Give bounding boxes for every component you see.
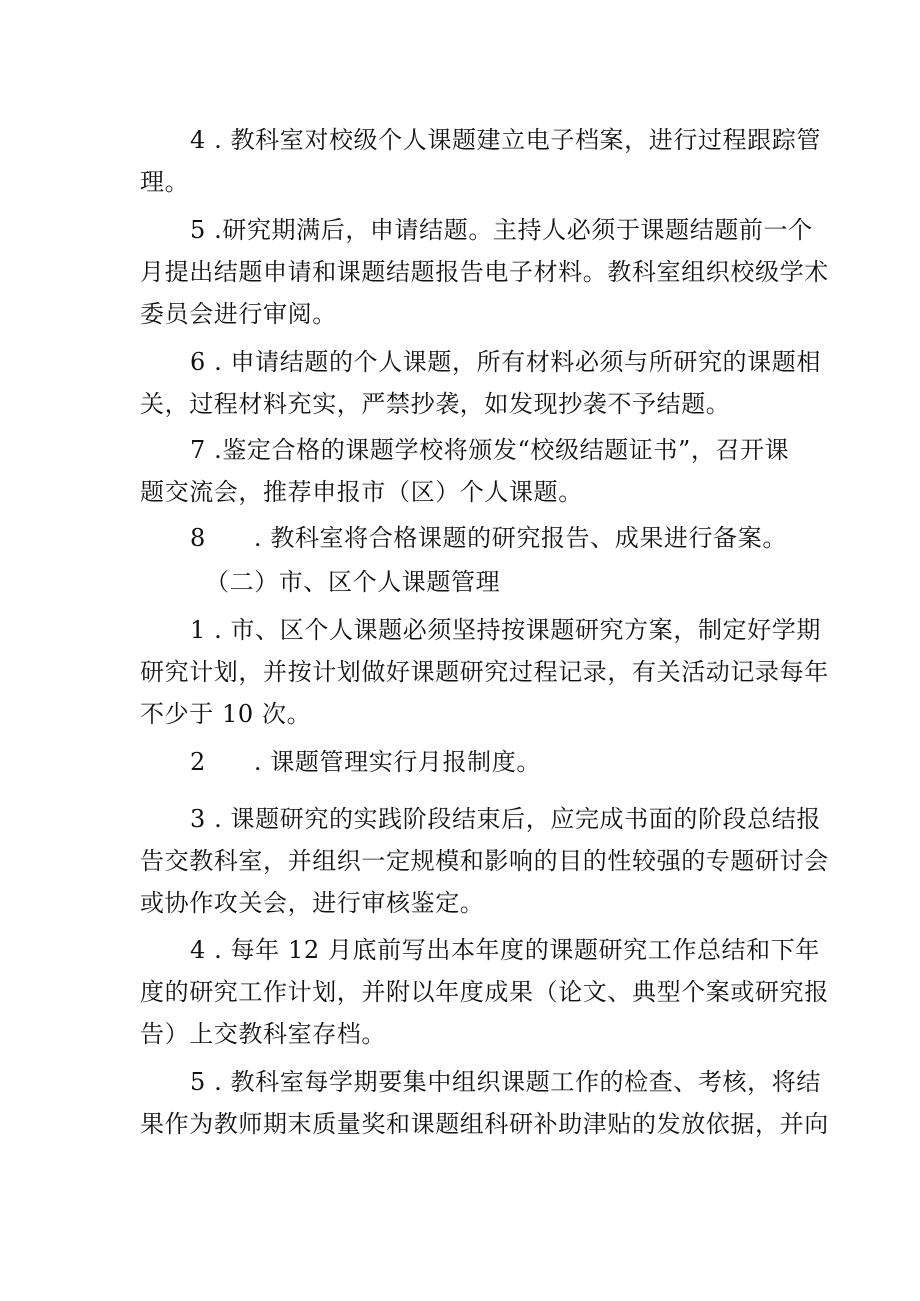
city-paragraph-2-number: 2 [190, 748, 206, 776]
city-paragraph-1-line-3: 不少于 10 次。 [140, 700, 312, 728]
city-paragraph-3-line-2: 告交教科室，并组织一定规模和影响的目的性较强的专题研讨会 [140, 847, 829, 875]
section-heading-2: （二）市、区个人课题管理 [205, 568, 501, 596]
paragraph-4-line-1: 4 . 教科室对校级个人课题建立电子档案，进行过程跟踪管 [190, 126, 821, 154]
paragraph-8-number: 8 [190, 524, 206, 552]
city-paragraph-2-text: . 课题管理实行月报制度。 [253, 748, 541, 776]
paragraph-5-line-3: 委员会进行审阅。 [140, 300, 337, 328]
paragraph-8-text: . 教科室将合格课题的研究报告、成果进行备案。 [253, 524, 787, 552]
paragraph-8-line-1 [190, 522, 787, 554]
city-paragraph-1-line-1: 1 . 市、区个人课题必须坚持按课题研究方案，制定好学期 [190, 616, 821, 644]
paragraph-5-line-2: 月提出结题申请和课题结题报告电子材料。教科室组织校级学术 [140, 258, 829, 286]
city-paragraph-4-line-1: 4 . 每年 12 月底前写出本年度的课题研究工作总结和下年 [190, 936, 820, 964]
city-paragraph-4-line-2: 度的研究工作计划，并附以年度成果（论文、典型个案或研究报 [140, 978, 829, 1006]
paragraph-4-line-2: 理。 [140, 168, 190, 196]
city-paragraph-3-line-3: 或协作攻关会，进行审核鉴定。 [140, 889, 485, 917]
paragraph-5-line-1: 5 .研究期满后，申请结题。主持人必须于课题结题前一个 [190, 216, 813, 244]
city-paragraph-2-line-1 [190, 746, 541, 778]
city-paragraph-4-line-3: 告）上交教科室存档。 [140, 1020, 386, 1048]
city-paragraph-1-line-2: 研究计划，并按计划做好课题研究过程记录，有关活动记录每年 [140, 658, 829, 686]
city-paragraph-5-line-2: 果作为教师期末质量奖和课题组科研补助津贴的发放依据，并向 [140, 1110, 829, 1138]
paragraph-6-line-2: 关，过程材料充实，严禁抄袭，如发现抄袭不予结题。 [140, 390, 731, 418]
city-paragraph-5-line-1: 5 . 教科室每学期要集中组织课题工作的检查、考核，将结 [190, 1068, 821, 1096]
city-paragraph-3-line-1: 3 . 课题研究的实践阶段结束后，应完成书面的阶段总结报 [190, 805, 821, 833]
paragraph-7-line-1: 7 .鉴定合格的课题学校将颁发“校级结题证书”，召开课 [190, 436, 790, 464]
paragraph-7-line-2: 题交流会，推荐申报市（区）个人课题。 [140, 478, 583, 506]
paragraph-6-line-1: 6 . 申请结题的个人课题，所有材料必须与所研究的课题相 [190, 348, 821, 376]
